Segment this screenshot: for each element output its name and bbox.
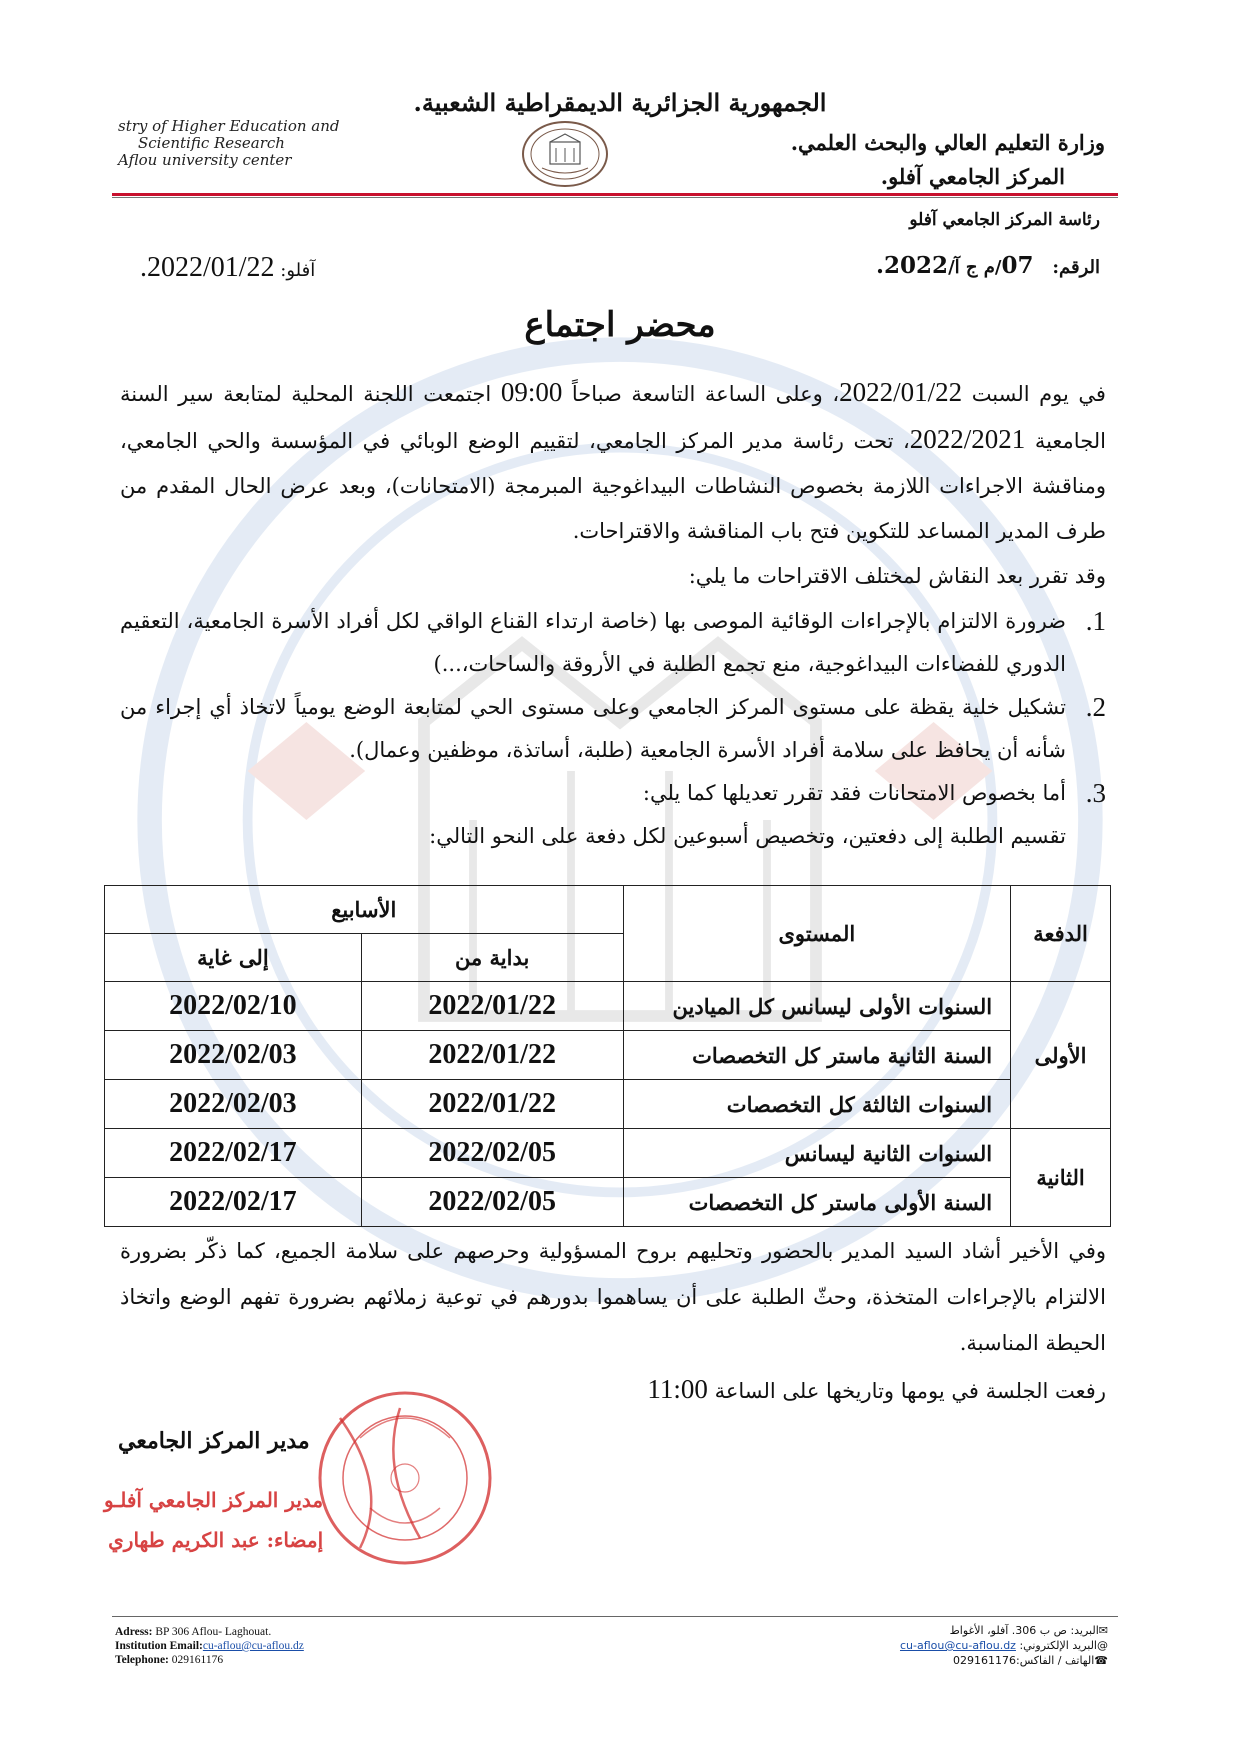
from-cell: 2022/01/22 (361, 1080, 623, 1129)
place-label: آفلو: (280, 260, 316, 281)
signatory-title: مدير المركز الجامعي (118, 1428, 310, 1454)
ministry-english (118, 118, 340, 169)
decision-number: 2. (1085, 692, 1106, 722)
ref-year: 2022. (876, 252, 949, 279)
from-cell: 2022/01/22 (361, 1031, 623, 1080)
decision-text: تشكيل خلية يقظة على مستوى المركز الجامعي وعلى مستوى الحي لمتابعة الوضع يومياً لاتخاذ أي إجراء من شأنه أن يحافظ على سلامة أفراد الأسرة الجامعية (طلبة، أساتذة، موظفين وعمال). (120, 695, 1066, 762)
center-ar-line: المركز الجامعي آفلو. (880, 164, 1065, 189)
reference-number (876, 252, 1100, 279)
to-cell: 2022/02/17 (105, 1129, 362, 1178)
footer-email (115, 1639, 304, 1653)
decision-text: ضرورة الالتزام بالإجراءات الوقائية الموصى بها (خاصة ارتداء القناع الواقي لكل أفراد الأسرة الجامعية، التعقيم الدوري للفضاءات البيداغوجية، منع تجمع الطلبة في الأروقة والساحات،...) (120, 609, 1066, 676)
ar-phone-value: الهاتف / الفاكس:029161176 (953, 1654, 1095, 1667)
ref-number: 07 (1001, 252, 1034, 279)
footer-divider (112, 1616, 1118, 1617)
header-to: إلى غاية (105, 934, 362, 982)
closing-text: وفي الأخير أشاد السيد المدير بالحضور وتحليهم بروح المسؤولية وحرصهم على سلامة الجميع، كما ذكّر بضرورة الالتزام بالإجراءات المتخذة، وحثّ الطلبة على أن يساهموا بدورهم في توعية زملائهم بضرورة تفهم الوضع واتخاذ الحيطة المناسبة. (120, 1239, 1106, 1355)
level-cell: السنة الثانية ماستر كل التخصصات (623, 1031, 1011, 1080)
header-weeks: الأسابيع (105, 886, 624, 934)
intro-text: اجتمعت اللجنة المحلية لمتابعة سير السنة الجامعية (120, 382, 1106, 453)
document-date (140, 252, 315, 284)
footer-phone (115, 1653, 304, 1667)
ar-email-link[interactable]: cu-aflou@cu-aflou.dz (899, 1639, 1016, 1652)
ref-label: الرقم: (1052, 257, 1100, 278)
official-round-stamp-icon (300, 1378, 510, 1578)
decision-number: 1. (1085, 606, 1106, 636)
address-value: BP 306 Aflou- Laghouat. (155, 1626, 272, 1638)
mail-icon: ✉ (1098, 1624, 1108, 1637)
to-cell: 2022/02/03 (105, 1080, 362, 1129)
address-label: Adress: (115, 1626, 153, 1638)
decision-text: أما بخصوص الامتحانات فقد تقرر تعديلها كما يلي: (642, 781, 1066, 805)
footer-ar-email (900, 1638, 1108, 1653)
date-value: 2022/01/22. (140, 252, 275, 283)
ministry-en-line: stry of Higher Education and (118, 117, 340, 135)
to-cell: 2022/02/17 (105, 1178, 362, 1227)
phone-value: 029161176 (171, 1654, 224, 1666)
intro-text: ، وعلى الساعة التاسعة صباحاً (571, 382, 840, 406)
intro-paragraph (120, 370, 1106, 599)
decision-item (120, 772, 1106, 815)
ministry-arabic (791, 126, 1105, 194)
stamp-line: مدير المركز الجامعي آفلـو (104, 1488, 324, 1512)
phone-icon: ☎ (1094, 1654, 1108, 1667)
to-cell: 2022/02/10 (105, 982, 362, 1031)
level-cell: السنة الأولى ماستر كل التخصصات (623, 1178, 1011, 1227)
level-cell: السنوات الثانية ليسانس (623, 1129, 1011, 1178)
footer-contact-en (115, 1625, 304, 1667)
batch-cell: الثانية (1011, 1129, 1111, 1227)
table-row (105, 1031, 1111, 1080)
ministry-ar-line: وزارة التعليم العالي والبحث العلمي. (790, 130, 1105, 155)
footer-ar-phone (900, 1653, 1108, 1668)
batch-cell: الأولى (1011, 982, 1111, 1129)
decisions-list (120, 600, 1106, 858)
university-emblem-icon (520, 120, 610, 188)
from-cell: 2022/02/05 (361, 1129, 623, 1178)
table-row (105, 1080, 1111, 1129)
stamp-line: إمضاء: عبد الكريم طهاري (108, 1528, 324, 1552)
footer-address (115, 1625, 304, 1639)
closing-paragraph (120, 1228, 1106, 1414)
email-link[interactable]: cu-aflou@cu-aflou.dz (202, 1640, 304, 1652)
ar-address-value: البريد: ص ب 306. آفلو، الأغواط (949, 1624, 1099, 1637)
document-title: محضر اجتماع (524, 305, 716, 345)
from-cell: 2022/01/22 (361, 982, 623, 1031)
presidency-label: رئاسة المركز الجامعي آفلو (909, 210, 1100, 230)
signature-stamp-text (104, 1480, 323, 1560)
ref-suffix: /م ج آ/ (948, 257, 1002, 278)
split-text: تقسيم الطلبة إلى دفعتين، وتخصيص أسبوعين لكل دفعة على النحو التالي: (429, 824, 1066, 848)
header-divider-thin (112, 197, 1118, 198)
header-level: المستوى (623, 886, 1011, 982)
republic-heading: الجمهورية الجزائرية الديمقراطية الشعبية. (413, 88, 827, 117)
decision-item (120, 600, 1106, 686)
intro-text: ، تحت رئاسة مدير المركز الجامعي، لتقييم الوضع الوبائي في المؤسسة والحي الجامعي، ومناقشة الاجراءات اللازمة بخصوص النشاطات البيداغوجية المبرمجة (الامتحانات)، وبعد عرض الحال المقدم من طرف المدير المساعد للتكوين فتح باب المناقشة والاقتراحات. (120, 429, 1106, 543)
table-row (105, 1178, 1111, 1227)
footer-contact-ar (900, 1623, 1108, 1668)
email-label: Institution Email: (115, 1640, 203, 1652)
phone-label: Telephone: (115, 1654, 169, 1666)
decision-intro: وقد تقرر بعد النقاش لمختلف الاقتراحات ما يلي: (688, 564, 1106, 588)
at-icon: @ (1097, 1639, 1108, 1652)
ministry-en-line: Scientific Research (138, 134, 285, 152)
closing-text: رفعت الجلسة في يومها وتاريخها على الساعة (714, 1379, 1106, 1403)
table-row (105, 982, 1111, 1031)
from-cell: 2022/02/05 (361, 1178, 623, 1227)
meeting-date: 2022/01/22 (839, 377, 963, 407)
intro-text: في يوم السبت (971, 382, 1106, 406)
footer-ar-address (900, 1623, 1108, 1638)
table-row (105, 1129, 1111, 1178)
ministry-en-line: Aflou university center (118, 151, 292, 169)
ar-email-label: البريد الإلكتروني: (1019, 1639, 1097, 1652)
exam-schedule-table (104, 885, 1111, 1227)
header-batch: الدفعة (1011, 886, 1111, 982)
academic-year: 2022/2021 (909, 424, 1026, 454)
header-from: بداية من (361, 934, 623, 982)
header-divider (112, 193, 1118, 196)
level-cell: السنوات الأولى ليسانس كل الميادين (623, 982, 1011, 1031)
to-cell: 2022/02/03 (105, 1031, 362, 1080)
decision-number: 3. (1085, 778, 1106, 808)
level-cell: السنوات الثالثة كل التخصصات (623, 1080, 1011, 1129)
closing-time: 11:00 (647, 1374, 708, 1404)
meeting-time: 09:00 (500, 377, 563, 407)
decision-item (120, 686, 1106, 772)
